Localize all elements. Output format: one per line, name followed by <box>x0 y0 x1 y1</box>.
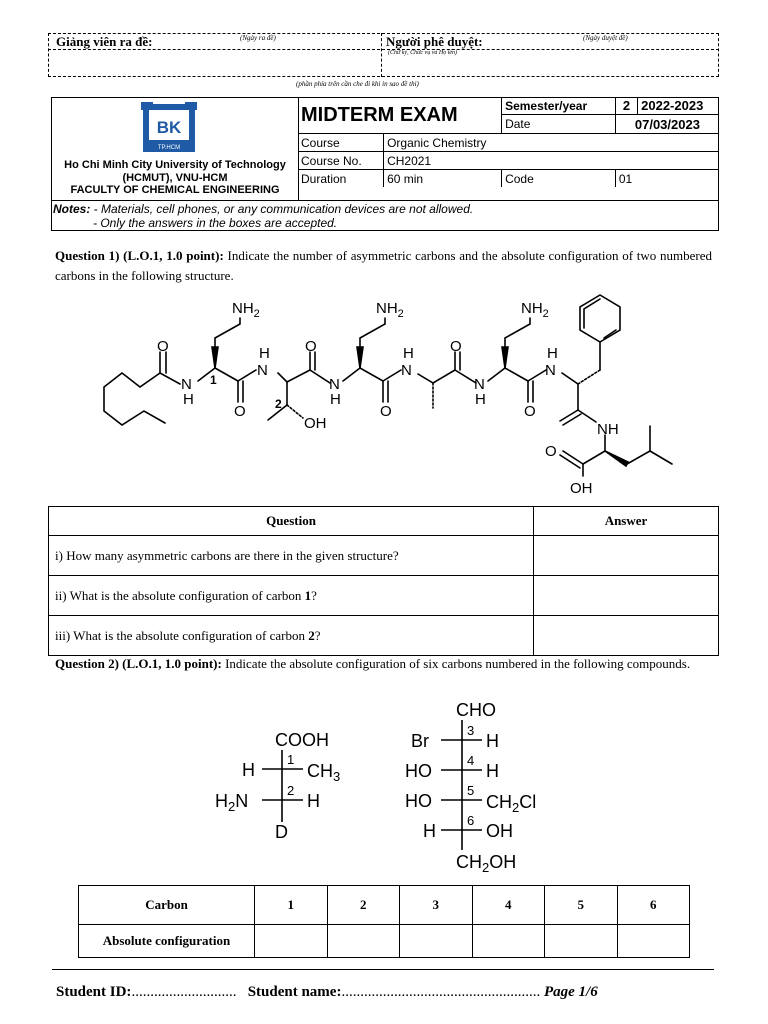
semester-label: Semester/year <box>502 97 616 115</box>
svg-text:CH2Cl <box>486 792 536 815</box>
h2n-sub: 2 <box>228 799 236 814</box>
page-number: Page 1/6 <box>543 984 598 1000</box>
o-label-5: O <box>450 338 462 355</box>
ch2cl-sub: 2 <box>512 800 520 815</box>
h-right-c2: H <box>307 791 320 811</box>
o-label-1: O <box>157 338 169 355</box>
o-label-7: O <box>545 443 557 460</box>
q1-row-3-post: ? <box>314 627 321 643</box>
oh-label-c6: OH <box>486 821 513 841</box>
code-label: Code <box>502 170 616 188</box>
config-answer-5[interactable] <box>545 925 618 958</box>
br-label: Br <box>411 731 429 751</box>
fischer-marker-3: 3 <box>467 723 475 738</box>
course-value: Organic Chemistry <box>384 134 719 152</box>
ch3-sub: 3 <box>333 769 341 784</box>
carbon-col-6: 6 <box>617 886 690 925</box>
n-label-4: N <box>401 362 412 379</box>
lecturer-label: Giảng viên ra đề: <box>56 34 153 49</box>
config-header: Absolute configuration <box>79 925 255 958</box>
q1-row-3-num: 2 <box>308 627 315 643</box>
date-value: 07/03/2023 <box>615 115 719 134</box>
config-answer-4[interactable] <box>472 925 545 958</box>
q1-row-2-text: ii) What is the absolute configuration of carbon <box>55 587 305 603</box>
fischer-marker-2: 2 <box>287 783 295 798</box>
carbon-col-1: 1 <box>255 886 328 925</box>
h-label-3: H <box>330 391 341 408</box>
nh2-label-2: NH <box>376 300 398 317</box>
h-label-6: H <box>547 345 558 362</box>
o-label-4: O <box>380 403 392 420</box>
approver-sign-hint: (Chữ ký, Chức vụ và Họ tên) <box>388 50 458 56</box>
q2-text: Indicate the absolute configuration of six carbons numbered in the following compounds. <box>221 656 691 671</box>
nh2-sub-3: 2 <box>542 308 549 320</box>
ch2cl-ch: CH <box>486 792 512 812</box>
h-right-c3: H <box>486 731 499 751</box>
fischer-marker-5: 5 <box>467 783 475 798</box>
ch2cl-cl: Cl <box>519 792 537 812</box>
nh2-sub-2: 2 <box>397 308 404 320</box>
note-1: - Materials, cell phones, or any communication devices are not allowed. <box>90 202 474 216</box>
q2-title: Question 2) (L.O.1, 1.0 point): <box>55 656 222 671</box>
n-label-1: N <box>181 376 192 393</box>
config-answer-3[interactable] <box>400 925 473 958</box>
n-label-2: N <box>257 362 268 379</box>
config-answer-6[interactable] <box>617 925 690 958</box>
q1-col-question: Question <box>49 507 534 536</box>
ho-label-c4: HO <box>405 761 432 781</box>
q1-row-2-num: 1 <box>304 587 312 603</box>
q1-col-answer: Answer <box>534 507 719 536</box>
h-left-c6: H <box>423 821 436 841</box>
cut-note: (phần phía trên cần che đi khi in sao đề thi) <box>296 80 419 88</box>
nh2-label-1: NH <box>232 300 254 317</box>
logo-text: BK <box>156 118 182 137</box>
approver-label: Người phê duyệt: <box>386 34 483 49</box>
n-label-3: N <box>329 376 340 393</box>
svg-text:CH2OH <box>456 852 516 875</box>
h2n-n: N <box>235 791 249 811</box>
fischer-marker-4: 4 <box>467 753 475 768</box>
duration-label: Duration <box>298 170 384 188</box>
ch3-label: CH <box>307 761 333 781</box>
q1-title: Question 1) (L.O.1, 1.0 point): <box>55 248 224 263</box>
o-label-3: O <box>305 338 317 355</box>
config-answer-1[interactable] <box>255 925 328 958</box>
ch2oh-sub: 2 <box>482 860 490 875</box>
approver-date-hint: (Ngày duyệt đề) <box>583 34 628 42</box>
o-label-6: O <box>524 403 536 420</box>
carbon-col-4: 4 <box>472 886 545 925</box>
logo-sub: TP.HCM <box>157 145 181 151</box>
nh-label-leu: NH <box>597 421 619 438</box>
h-label-1: H <box>183 391 194 408</box>
d-label: D <box>275 822 288 842</box>
university-abbr: (HCMUT), VNU-HCM <box>122 171 228 184</box>
svg-text:H2N <box>215 791 248 814</box>
q1-row-2-post: ? <box>311 587 317 603</box>
course-label: Course <box>298 134 384 152</box>
q2-answer-table <box>78 885 690 958</box>
svg-text:CH3 <box>307 761 340 784</box>
q1-row-1-text: i) How many asymmetric carbons are there in the given structure? <box>55 547 399 563</box>
nh2-label-3: NH <box>521 300 543 317</box>
carbon-2-marker: 2 <box>275 397 282 411</box>
exam-title: MIDTERM EXAM <box>298 97 502 134</box>
carbon-col-3: 3 <box>400 886 473 925</box>
o-label-2: O <box>234 403 246 420</box>
date-label: Date <box>502 115 616 134</box>
faculty-name: FACULTY OF CHEMICAL ENGINEERING <box>70 184 280 196</box>
note-2: - Only the answers in the boxes are accepted. <box>93 216 338 230</box>
fischer-marker-1: 1 <box>287 752 295 767</box>
cho-label: CHO <box>456 700 496 720</box>
duration-value: 60 min <box>384 170 502 188</box>
h-label-2: H <box>259 345 270 362</box>
ch2oh-oh: OH <box>489 852 517 872</box>
lecturer-date-hint: (Ngày ra đề) <box>240 34 276 42</box>
university-name: Ho Chi Minh City University of Technology <box>64 159 286 171</box>
footer <box>56 984 598 1001</box>
oh-label-acid: OH <box>570 480 593 497</box>
footer-rule <box>52 969 714 970</box>
q1-row-3-text: iii) What is the absolute configuration of carbon <box>55 627 309 643</box>
student-id-label: Student ID: <box>56 984 132 1000</box>
config-answer-2[interactable] <box>327 925 400 958</box>
cooh-label: COOH <box>275 730 329 750</box>
n-label-6: N <box>545 362 556 379</box>
h-label-4: H <box>403 345 414 362</box>
fischer-marker-6: 6 <box>467 813 475 828</box>
carbon-1-marker: 1 <box>210 373 217 387</box>
carbon-col-5: 5 <box>545 886 618 925</box>
ch2oh-ch: CH <box>456 852 482 872</box>
student-name-label: Student name: <box>247 984 342 1000</box>
carbon-header: Carbon <box>79 886 255 925</box>
student-name-field[interactable]: ..................................................... <box>341 984 541 1000</box>
code-value: 01 <box>615 170 719 188</box>
student-id-field[interactable]: ............................ <box>131 984 237 1000</box>
h-right-c4: H <box>486 761 499 781</box>
q1-text: Indicate the number of asymmetric carbons and the absolute configuration of two numbered carbons in the following structure. <box>55 248 712 283</box>
h-label-5: H <box>475 391 486 408</box>
carbon-col-2: 2 <box>327 886 400 925</box>
notes-label: Notes: <box>53 202 91 216</box>
h2n-h: H <box>215 791 228 811</box>
year-value: 2022-2023 <box>638 97 719 115</box>
course-no-value: CH2021 <box>384 152 719 170</box>
ho-label-c5: HO <box>405 791 432 811</box>
oh-label-thr: OH <box>304 415 327 432</box>
nh2-sub-1: 2 <box>253 308 260 320</box>
h-left-c1: H <box>242 760 255 780</box>
n-label-5: N <box>474 376 485 393</box>
course-no-label: Course No. <box>298 152 384 170</box>
semester-value: 2 <box>615 97 637 115</box>
